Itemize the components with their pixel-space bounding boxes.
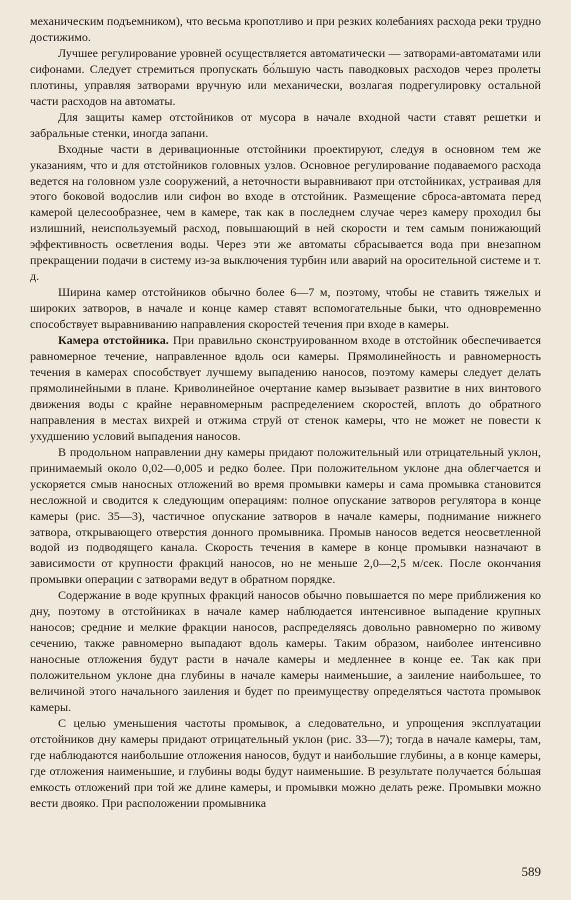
paragraph-8: Содержание в воде крупных фракций наносов обычно повышается по мере приближения ко дну, поэтому в отстойниках в начале камер наблюдается интенсивное выпадение крупных наносов; средние и мелкие фракции наносов, распределяясь довольно равномерно по живому сечению, также равномерно выпадают вдоль камеры. Таким образом, наиболее интенсивно наносные отложения будут расти в начале камеры и медленнее в конце ее. Так как при положительном уклоне дна глубины в начале камеры наименьшие, а заиление наибольшее, то величиной этого начального заиления и будет по преимуществу определяться частота промывок камеры. [30, 588, 541, 714]
body-text [30, 14, 541, 812]
paragraph-9: С целью уменьшения частоты промывок, а следовательно, и упрощения эксплуатации отстойников дну камеры придают отрицательный уклон (рис. 33—7); тогда в начале камеры, там, где наблюдаются наибольшие отложения наносов, будут и наибольшие глубины, а в конце камеры, где отложения наименьшие, и глубины воды будут наименьшие. В результате получается бо́льшая емкость отложений при той же длине камеры, и промывки можно делать реже. Промывки можно вести двояко. При расположении промывника [30, 715, 541, 810]
paragraph-5: Ширина камер отстойников обычно более 6—7 м, поэтому, чтобы не ставить тяжелых и широких затворов, в начале и конце камер ставят вспомогательные быки, что одновременно способствует выравниванию направления скоростей течения при входе в камеры. [30, 285, 541, 332]
paragraph-6: Камера отстойника. При правильно сконструированном входе в отстойник обеспечивается равномерное течение, направленное вдоль оси камеры. Прямолинейность и равномерность течения в камерах способствует лучшему выпадению наносов, поэтому камеры следует делать прямолинейными в плане. Криволинейное очертание камер вызывает развитие в них винтового движения воды с крайне неравномерным распределением скоростей, вплоть до обратного направления в местах вихрей и отжима струй от стенок камеры, что не может не повести к ухудшению условий выпадения наносов. [30, 333, 542, 443]
paragraph-4: Входные части в деривационные отстойники проектируют, следуя в основном тем же указаниям, что и для отстойников головных узлов. Основное регулирование подаваемого расхода ведется на головном узле сооружений, а неточности выравнивают при отстойниках, устраивая для этого боковой водослив или сифон во входе в отстойник. Размещение сброса-автомата перед камерой целесообразнее, чем в камере, так как в последнем случае через камеру проходил бы излишний, неиспользуемый расход, повышающий в ней скорости и тем самым понижающий эффективность осветления воды. Через эти же автоматы сбрасывается вода при внезапном прекращении подачи в систему из-за выключения турбин или аварий на оросительной системе и т. д. [30, 141, 541, 284]
section-heading: Камера отстойника. [58, 333, 169, 348]
paragraph-7: В продольном направлении дну камеры придают положительный или отрицательный уклон, принимаемый около 0,02—0,005 и редко более. При положительном уклоне дна облегчается и ускоряется смыв наносных отложений во время промывки камеры и сама промывка становится несложной и сводится к следующим операциям: полное опускание затворов регулятора в конце камеры (рис. 35—3), частичное опускание затворов в начале камеры, поднимание нижнего затвора, открывающего отверстия донного промывника. Промыв наносов ведется неосветленной водой из подводящего канала. Скорость течения в камере в конце промывки назначают в зависимости от крупности фракций наносов, но не меньше 2,0—2,5 м/сек. После окончания промывки операции с затворами ведут в обратном порядке. [30, 444, 541, 587]
page-number: 589 [521, 864, 541, 879]
paragraph-1: механическим подъемником), что весьма кропотливо и при резких колебаниях расхода реки трудно достижимо. [30, 14, 541, 44]
paragraph-3: Для защиты камер отстойников от мусора в начале входной части ставят решетки и забральные стенки, иногда запани. [30, 109, 541, 140]
paragraph-2: Лучшее регулирование уровней осуществляется автоматически — затворами-автоматами или сифонами. Следует стремиться пропускать бо́льшую часть паводковых расходов через пролеты плотины, управляя затворами вручную или механически, возлагая подрегулировку остальной части расходов на автоматы. [30, 45, 541, 108]
